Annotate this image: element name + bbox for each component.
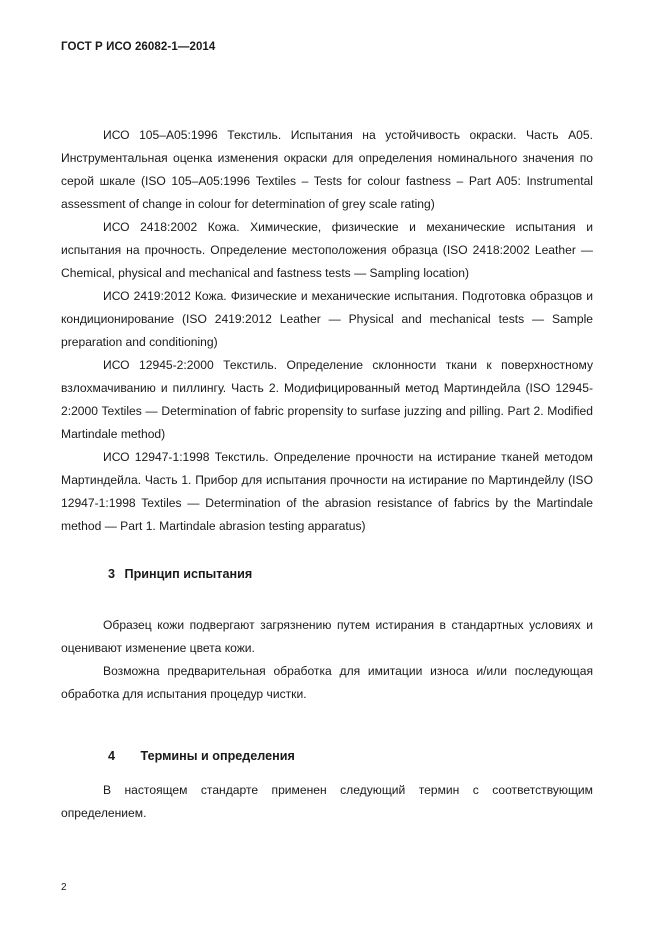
section-3-heading	[108, 567, 252, 581]
section-3-title: Принцип испытания	[124, 567, 253, 581]
section-4-paragraph-1: В настоящем стандарте применен следующий термин с соответствующим определением.	[61, 783, 593, 820]
section-3-body	[61, 614, 593, 706]
page-number: 2	[61, 882, 67, 893]
reference-iso-12947-1: ИСО 12947-1:1998 Текстиль. Определение прочности на истирание тканей методом Мартиндейла. Часть 1. Прибор для испытания прочности на истирание по Мартиндейлу (ISO 12947-1:1998 Textiles — Determination of the abrasion resistance of fabrics by the Martindale method — Part 1. Martindale abrasion testing apparatus)	[61, 450, 593, 533]
reference-iso-105-a05: ИСО 105–А05:1996 Текстиль. Испытания на устойчивость окраски. Часть А05. Инструментальная оценка изменения окраски для определения номинального значения по серой шкале (ISO 105–А05:1996 Textiles – Tests for colour fastness – Part A05: Instrumental assessment of change in colour for determination of grey scale rating)	[61, 128, 593, 211]
section-4-title: Термины и определения	[140, 749, 295, 763]
section-3-paragraph-1: Образец кожи подвергают загрязнению путем истирания в стандартных условиях и оценивают изменение цвета кожи.	[61, 618, 593, 655]
reference-iso-2419: ИСО 2419:2012 Кожа. Физические и механические испытания. Подготовка образцов и кондиционирование (ISO 2419:2012 Leather — Physical and mechanical tests — Sample preparation and conditioning)	[61, 289, 593, 349]
reference-iso-12945-2: ИСО 12945-2:2000 Текстиль. Определение склонности ткани к поверхностному взлохмачиванию и пиллингу. Часть 2. Модифицированный метод Мартиндейла (ISO 12945-2:2000 Textiles — Determination of fabric propensity to surfase juzzing and pilling. Part 2. Modified Martindale method)	[61, 358, 593, 441]
section-3-number: 3	[108, 567, 116, 581]
reference-iso-2418: ИСО 2418:2002 Кожа. Химические, физические и механические испытания и испытания на прочность. Определение местоположения образца (ISO 2418:2002 Leather — Chemical, physical and mechanical and fastness tests — Sampling location)	[61, 220, 593, 280]
section-4-number: 4	[108, 749, 116, 763]
document-header: ГОСТ Р ИСО 26082-1—2014	[61, 41, 216, 53]
section-4-heading	[108, 749, 295, 763]
section-3-paragraph-2: Возможна предварительная обработка для имитации износа и/или последующая обработка для испытания процедур чистки.	[61, 664, 593, 701]
normative-references	[61, 124, 593, 538]
section-4-body	[61, 779, 593, 825]
